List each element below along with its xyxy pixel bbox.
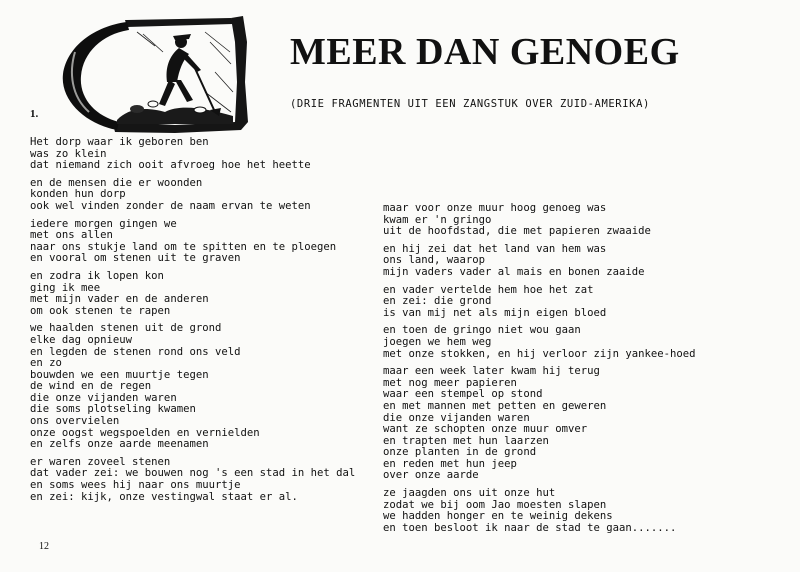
poem-line: dat vader zei: we bouwen nog 's een stad in het dal <box>30 467 356 480</box>
poem-line: met ons allen <box>30 229 113 242</box>
poem-line: elke dag opnieuw <box>30 333 133 346</box>
poem-line: ons overvielen <box>30 415 120 428</box>
poem-line: en legden de stenen rond ons veld <box>30 345 241 358</box>
poem-line: ging ik mee <box>30 281 101 294</box>
poem-line: onze planten in de grond <box>383 446 537 459</box>
poem-line: met mijn vader en de anderen <box>30 293 209 306</box>
poem-stanza <box>30 457 360 503</box>
poem-stanza <box>30 219 360 265</box>
poem-left-column <box>30 137 360 509</box>
poem-line: mijn vaders vader al mais en bonen zaaide <box>383 265 645 278</box>
poem-line: we hadden honger en te weinig dekens <box>383 510 613 523</box>
poem-stanza <box>383 244 723 279</box>
poem-line: en hij zei dat het land van hem was <box>383 242 607 255</box>
poem-stanza <box>30 271 360 317</box>
poem-stanza <box>383 366 723 482</box>
poem-line: naar ons stukje land om te spitten en te ploegen <box>30 240 337 253</box>
poem-line: maar voor onze muur hoog genoeg was <box>383 202 607 214</box>
poem-line: en zelfs onze aarde meenamen <box>30 438 209 451</box>
poem-line: die soms plotseling kwamen <box>30 403 196 416</box>
poem-line: is van mij net als mijn eigen bloed <box>383 306 607 319</box>
page-title: MEER DAN GENOEG <box>290 31 680 73</box>
poem-stanza <box>30 178 360 213</box>
poem-line: over onze aarde <box>383 469 479 482</box>
poem-line: en zei: kijk, onze vestingwal staat er al. <box>30 490 298 503</box>
poem-line: zodat we bij oom Jao moesten slapen <box>383 498 607 511</box>
section-number: 1. <box>30 108 39 120</box>
poem-line: konden hun dorp <box>30 188 126 201</box>
poem-line: en met mannen met petten en geweren <box>383 399 607 412</box>
poem-line: en zei: die grond <box>383 295 492 308</box>
poem-right-column <box>383 203 723 540</box>
poem-line: en soms wees hij naar ons muurtje <box>30 479 241 492</box>
poem-line: waar een stempel op stond <box>383 388 543 401</box>
poem-line: uit de hoofdstad, die met papieren zwaaide <box>383 225 651 238</box>
poem-line: en toen de gringo niet wou gaan <box>383 324 581 337</box>
poem-line: want ze schopten onze muur omver <box>383 423 588 436</box>
poem-line: om ook stenen te rapen <box>30 304 171 317</box>
poem-stanza <box>383 203 723 238</box>
poem-line: dat niemand zich ooit afvroeg hoe het heette <box>30 159 311 172</box>
poem-line: kwam er 'n gringo <box>383 213 492 226</box>
poem-line: ook wel vinden zonder de naam ervan te weten <box>30 199 311 212</box>
poem-stanza <box>30 323 360 451</box>
poem-line: was zo klein <box>30 147 107 160</box>
poem-line: en reden met hun jeep <box>383 457 517 470</box>
poem-line: de wind en de regen <box>30 380 152 393</box>
poem-line: en de mensen die er woonden <box>30 176 203 189</box>
poem-line: maar een week later kwam hij terug <box>383 365 600 378</box>
page-subtitle: (DRIE FRAGMENTEN UIT EEN ZANGSTUK OVER ZUID-AMERIKA) <box>290 98 650 110</box>
poem-line: ze jaagden ons uit onze hut <box>383 487 556 500</box>
poem-stanza <box>383 488 723 534</box>
poem-line: ons land, waarop <box>383 254 486 267</box>
poem-stanza <box>30 137 360 172</box>
poem-line: en vader vertelde hem hoe het zat <box>383 283 594 296</box>
poem-line: onze oogst wegspoelden en vernielden <box>30 426 260 439</box>
poem-stanza <box>383 285 723 320</box>
page-number: 12 <box>39 541 49 552</box>
poem-stanza <box>383 325 723 360</box>
farmer-digging-woodcut-icon <box>55 12 250 134</box>
poem-line: Het dorp waar ik geboren ben <box>30 136 209 148</box>
poem-line: en vooral om stenen uit te graven <box>30 252 241 265</box>
poem-line: en trapten met hun laarzen <box>383 434 549 447</box>
poem-line: joegen we hem weg <box>383 335 492 348</box>
poem-line: met onze stokken, en hij verloor zijn yankee-hoed <box>383 347 696 360</box>
poem-line: bouwden we een muurtje tegen <box>30 368 209 381</box>
poem-line: en zodra ik lopen kon <box>30 269 164 282</box>
poem-line: er waren zoveel stenen <box>30 455 171 468</box>
poem-line: iedere morgen gingen we <box>30 217 177 230</box>
poem-line: we haalden stenen uit de grond <box>30 322 222 335</box>
poem-line: en zo <box>30 357 62 370</box>
poem-line: en toen besloot ik naar de stad te gaan....... <box>383 521 677 534</box>
poem-line: die onze vijanden waren <box>30 391 177 404</box>
poem-line: met nog meer papieren <box>383 376 517 389</box>
poem-line: die onze vijanden waren <box>383 411 530 424</box>
